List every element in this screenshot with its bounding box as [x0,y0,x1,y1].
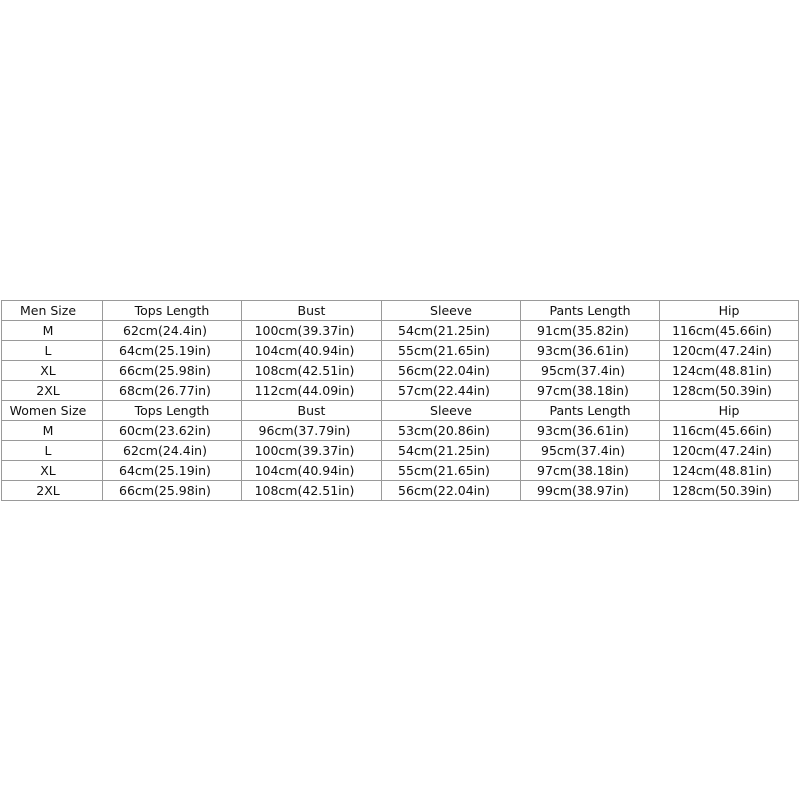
women-tops-length-cell: 60cm(23.62in) [103,421,242,441]
men-sleeve-cell: 56cm(22.04in) [382,361,521,381]
men-tops-length-cell: 68cm(26.77in) [103,381,242,401]
women-header-size: Women Size [2,401,103,421]
men-header-sleeve: Sleeve [382,301,521,321]
men-hip-cell: 120cm(47.24in) [660,341,799,361]
table-row [2,361,799,381]
table-row [2,381,799,401]
women-header-sleeve: Sleeve [382,401,521,421]
women-size-cell: XL [2,461,103,481]
size-chart-table [1,300,799,501]
women-size-cell: 2XL [2,481,103,501]
men-header-hip: Hip [660,301,799,321]
men-size-cell: M [2,321,103,341]
men-bust-cell: 108cm(42.51in) [242,361,382,381]
men-hip-cell: 116cm(45.66in) [660,321,799,341]
women-sleeve-cell: 56cm(22.04in) [382,481,521,501]
women-header-pants-length: Pants Length [521,401,660,421]
men-tops-length-cell: 62cm(24.4in) [103,321,242,341]
men-hip-cell: 124cm(48.81in) [660,361,799,381]
women-header-bust: Bust [242,401,382,421]
men-bust-cell: 104cm(40.94in) [242,341,382,361]
women-hip-cell: 128cm(50.39in) [660,481,799,501]
women-tops-length-cell: 66cm(25.98in) [103,481,242,501]
men-size-cell: 2XL [2,381,103,401]
size-chart-body [2,301,799,501]
women-pants-length-cell: 99cm(38.97in) [521,481,660,501]
women-bust-cell: 96cm(37.79in) [242,421,382,441]
men-hip-cell: 128cm(50.39in) [660,381,799,401]
women-bust-cell: 108cm(42.51in) [242,481,382,501]
men-size-cell: XL [2,361,103,381]
women-header-hip: Hip [660,401,799,421]
table-row [2,461,799,481]
men-pants-length-cell: 97cm(38.18in) [521,381,660,401]
women-header-tops-length: Tops Length [103,401,242,421]
women-tops-length-cell: 62cm(24.4in) [103,441,242,461]
men-tops-length-cell: 64cm(25.19in) [103,341,242,361]
women-pants-length-cell: 93cm(36.61in) [521,421,660,441]
men-bust-cell: 112cm(44.09in) [242,381,382,401]
women-sleeve-cell: 53cm(20.86in) [382,421,521,441]
men-sleeve-cell: 55cm(21.65in) [382,341,521,361]
table-row [2,341,799,361]
men-pants-length-cell: 95cm(37.4in) [521,361,660,381]
men-sleeve-cell: 57cm(22.44in) [382,381,521,401]
table-row [2,321,799,341]
table-row [2,441,799,461]
women-size-header-row [2,401,799,421]
men-tops-length-cell: 66cm(25.98in) [103,361,242,381]
table-row [2,421,799,441]
women-size-cell: M [2,421,103,441]
men-header-size: Men Size [2,301,103,321]
women-sleeve-cell: 55cm(21.65in) [382,461,521,481]
women-size-cell: L [2,441,103,461]
men-sleeve-cell: 54cm(21.25in) [382,321,521,341]
women-hip-cell: 116cm(45.66in) [660,421,799,441]
table-row [2,481,799,501]
men-size-header-row [2,301,799,321]
men-header-bust: Bust [242,301,382,321]
women-pants-length-cell: 97cm(38.18in) [521,461,660,481]
men-header-tops-length: Tops Length [103,301,242,321]
women-pants-length-cell: 95cm(37.4in) [521,441,660,461]
women-sleeve-cell: 54cm(21.25in) [382,441,521,461]
men-header-pants-length: Pants Length [521,301,660,321]
men-pants-length-cell: 91cm(35.82in) [521,321,660,341]
women-bust-cell: 104cm(40.94in) [242,461,382,481]
women-tops-length-cell: 64cm(25.19in) [103,461,242,481]
men-bust-cell: 100cm(39.37in) [242,321,382,341]
men-pants-length-cell: 93cm(36.61in) [521,341,660,361]
men-size-cell: L [2,341,103,361]
women-bust-cell: 100cm(39.37in) [242,441,382,461]
women-hip-cell: 120cm(47.24in) [660,441,799,461]
women-hip-cell: 124cm(48.81in) [660,461,799,481]
